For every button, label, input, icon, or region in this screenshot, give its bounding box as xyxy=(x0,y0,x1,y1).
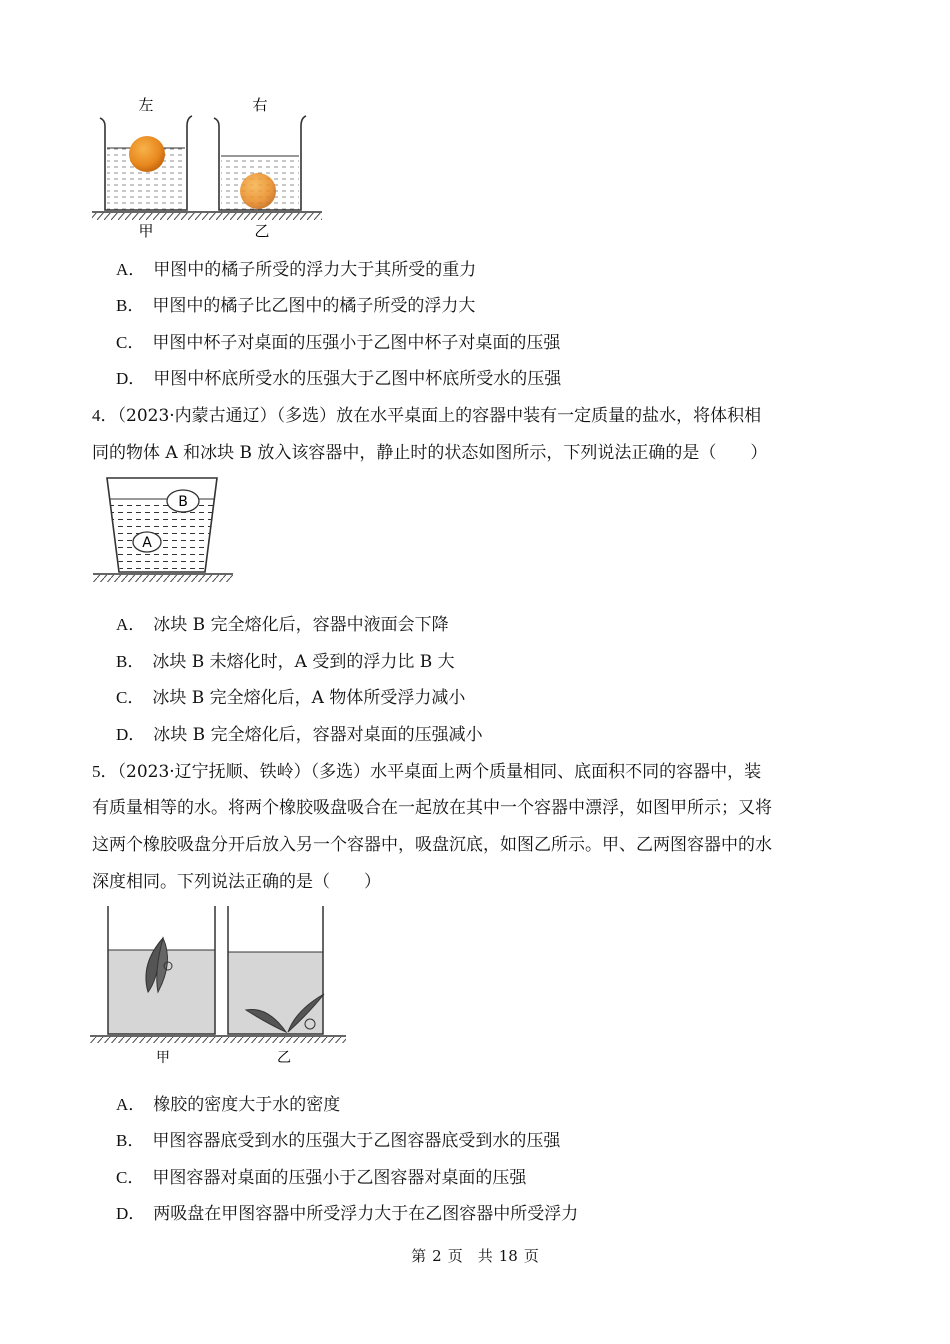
option-text: 两吸盘在甲图容器中所受浮力大于在乙图容器中所受浮力 xyxy=(153,1204,579,1224)
option-text: 橡胶的密度大于水的密度 xyxy=(153,1095,341,1115)
table-hatch xyxy=(93,575,233,582)
footer-mid: 页 共 xyxy=(447,1247,493,1265)
q3-option-c[interactable] xyxy=(116,333,560,353)
q4-stem-text: （2023·内蒙古通辽）（多选）放在水平桌面上的容器中装有一定质量的盐水，将体积相 xyxy=(117,406,762,426)
option-label: D． xyxy=(116,1204,146,1223)
figure-beakers-oranges xyxy=(90,92,330,242)
q5-stem-line1 xyxy=(92,762,761,782)
label-jia: 甲 xyxy=(156,1050,170,1066)
q5-stem-text: （2023·辽宁抚顺、铁岭）（多选）水平桌面上两个质量相同、底面积不同的容器中，装 xyxy=(117,762,762,782)
q4-option-c[interactable] xyxy=(116,688,465,708)
label-yi: 乙 xyxy=(254,222,270,240)
q4-option-d[interactable] xyxy=(116,725,483,745)
orange-floating xyxy=(129,136,165,172)
option-label: C． xyxy=(116,1168,145,1187)
table-hatch xyxy=(92,213,322,220)
q5-option-b[interactable] xyxy=(116,1131,560,1151)
q4-option-a[interactable] xyxy=(116,615,449,635)
option-label: B． xyxy=(116,296,145,315)
option-text: 冰块 B 未熔化时，A 受到的浮力比 B 大 xyxy=(152,652,455,672)
q4-stem-line1 xyxy=(92,406,761,426)
option-text: 甲图中的橘子比乙图中的橘子所受的浮力大 xyxy=(152,296,476,316)
option-label: A． xyxy=(116,1095,146,1114)
option-label: A． xyxy=(116,260,146,279)
question-number: 5． xyxy=(92,762,118,781)
option-label: A． xyxy=(116,615,146,634)
table-hatch xyxy=(90,1037,346,1043)
label-right: 右 xyxy=(252,96,268,114)
label-a: A xyxy=(142,535,152,551)
label-left: 左 xyxy=(138,96,154,114)
q3-option-b[interactable] xyxy=(116,296,475,316)
option-text: 甲图容器对桌面的压强小于乙图容器对桌面的压强 xyxy=(152,1168,527,1188)
orange-sunk xyxy=(240,173,276,209)
option-label: C． xyxy=(116,333,145,352)
salt-water xyxy=(110,499,214,571)
option-text: 甲图容器底受到水的压强大于乙图容器底受到水的压强 xyxy=(152,1131,561,1151)
figure-suction-cups xyxy=(88,902,350,1070)
figure-container-a-b xyxy=(90,474,240,584)
q4-option-b[interactable] xyxy=(116,652,455,672)
q5-stem-line4: 深度相同。下列说法正确的是（ ） xyxy=(92,872,381,892)
option-text: 甲图中杯底所受水的压强大于乙图中杯底所受水的压强 xyxy=(153,369,562,389)
q5-option-d[interactable] xyxy=(116,1204,578,1224)
option-label: D． xyxy=(116,725,146,744)
option-label: B． xyxy=(116,652,145,671)
page-number: 2 xyxy=(432,1247,442,1265)
footer-prefix: 第 xyxy=(411,1247,427,1265)
q5-option-c[interactable] xyxy=(116,1168,526,1188)
q4-stem-line2: 同的物体 A 和冰块 B 放入该容器中，静止时的状态如图所示，下列说法正确的是（ ） xyxy=(92,443,768,463)
option-label: C． xyxy=(116,688,145,707)
page-footer xyxy=(0,1245,950,1266)
option-text: 冰块 B 完全熔化后，容器对桌面的压强减小 xyxy=(153,725,483,745)
option-text: 甲图中的橘子所受的浮力大于其所受的重力 xyxy=(153,260,477,280)
option-label: D． xyxy=(116,369,146,388)
label-b: B xyxy=(178,494,188,510)
q5-option-a[interactable] xyxy=(116,1095,340,1115)
q3-option-d[interactable] xyxy=(116,369,561,389)
option-text: 冰块 B 完全熔化后，容器中液面会下降 xyxy=(153,615,449,635)
footer-suffix: 页 xyxy=(523,1247,539,1265)
option-text: 甲图中杯子对桌面的压强小于乙图中杯子对桌面的压强 xyxy=(152,333,561,353)
option-text: 冰块 B 完全熔化后，A 物体所受浮力减小 xyxy=(152,688,466,708)
question-number: 4． xyxy=(92,406,118,425)
q5-stem-line3: 这两个橡胶吸盘分开后放入另一个容器中，吸盘沉底，如图乙所示。甲、乙两图容器中的水 xyxy=(92,835,772,855)
q5-stem-line2: 有质量相等的水。将两个橡胶吸盘吸合在一起放在其中一个容器中漂浮，如图甲所示；又将 xyxy=(92,798,772,818)
label-yi: 乙 xyxy=(277,1050,291,1066)
option-label: B． xyxy=(116,1131,145,1150)
total-pages: 18 xyxy=(498,1247,518,1265)
label-jia: 甲 xyxy=(138,222,154,240)
q3-option-a[interactable] xyxy=(116,260,476,280)
